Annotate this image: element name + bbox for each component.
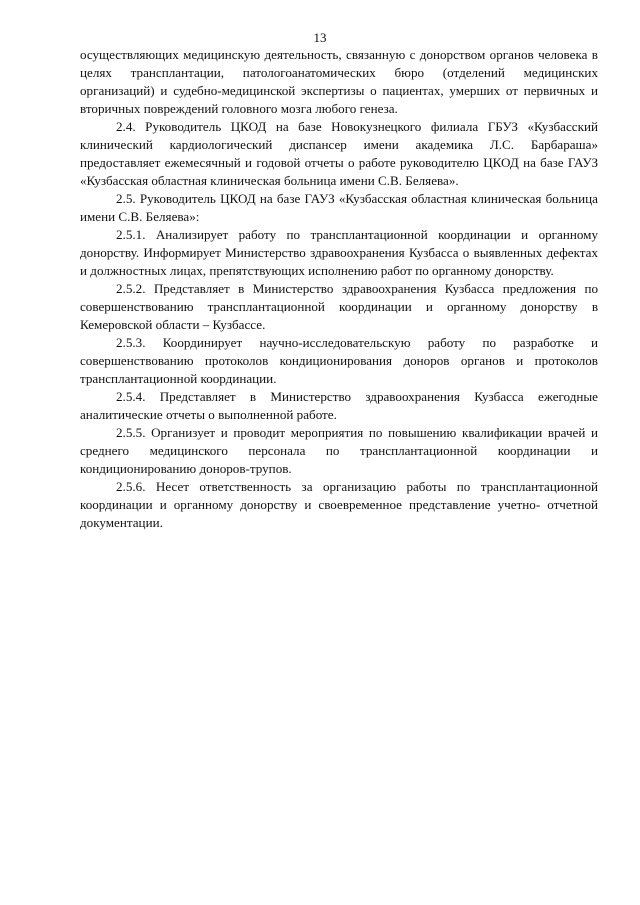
paragraph-continuation: осуществляющих медицинскую деятельность, связанную с донорством органов человека в целях трансплантации, патологоанатомических бюро (отделений медицинских организаций) и судебно-медицинской экспертизы о пациентах, умерших от первичных и вторичных повреждений головного мозга любого генеза. (80, 47, 598, 116)
paragraph-2-5-4: 2.5.4. Представляет в Министерство здравоохранения Кузбасса ежегодные аналитические отчеты о выполненной работе. (80, 389, 598, 422)
paragraph-2-5-3: 2.5.3. Координирует научно-исследовательскую работу по разработке и совершенствованию протоколов кондиционирования доноров органов и протоколов трансплантационной координации. (80, 335, 598, 386)
page-number: 13 (313, 30, 327, 45)
paragraph-2-5-2: 2.5.2. Представляет в Министерство здравоохранения Кузбасса предложения по совершенствованию трансплантационной координации и органному донорству в Кемеровской области – Кузбассе. (80, 281, 598, 332)
paragraph-2-5: 2.5. Руководитель ЦКОД на базе ГАУЗ «Кузбасская областная клиническая больница имени С.В. Беляева»: (80, 191, 598, 224)
paragraph-2-4: 2.4. Руководитель ЦКОД на базе Новокузнецкого филиала ГБУЗ «Кузбасский клинический кардиологический диспансер имени академика Л.С. Барбараша» предоставляет ежемесячный и годовой отчеты о работе руководителю ЦКОД на базе ГАУЗ «Кузбасская областная клиническая больница имени С.В. Беляева». (80, 119, 598, 188)
paragraph-2-5-5: 2.5.5. Организует и проводит мероприятия по повышению квалификации врачей и среднего медицинского персонала по трансплантационной координации и кондиционированию доноров-трупов. (80, 425, 598, 476)
document-body (80, 46, 598, 532)
paragraph-2-5-1: 2.5.1. Анализирует работу по трансплантационной координации и органному донорству. Информирует Министерство здравоохранения Кузбасса о выявленных дефектах и должностных лицах, препятствующих исполнению работ по органному донорству. (80, 227, 598, 278)
paragraph-2-5-6: 2.5.6. Несет ответственность за организацию работы по трансплантационной координации и органному донорству и своевременное представление учетно- отчетной документации. (80, 479, 598, 530)
